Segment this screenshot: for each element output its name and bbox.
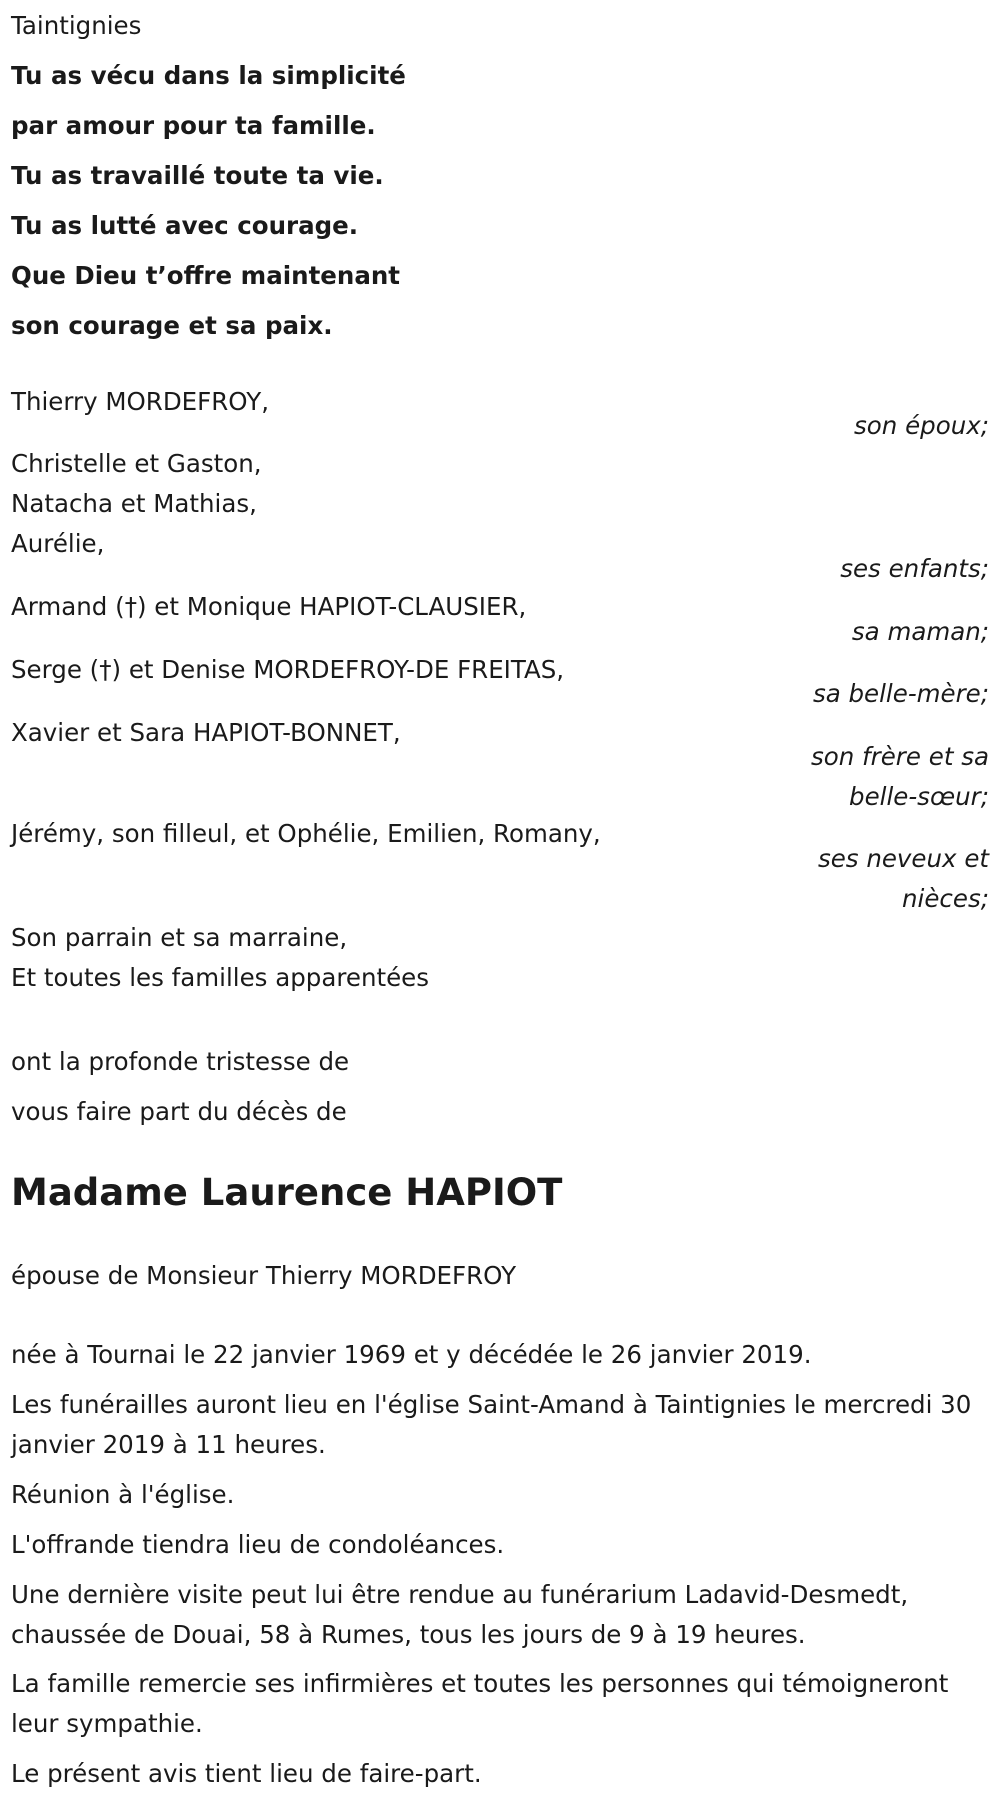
relation-text: nièces; [902,884,989,913]
poem-line: par amour pour ta famille. [11,111,376,140]
mourner-names-brother [11,713,401,753]
poem-line: Tu as lutté avec courage. [11,211,359,240]
mourner-name: Xavier et Sara HAPIOT-BONNET, [11,718,401,747]
detail-offering: L'offrande tiendra lieu de condoléances. [11,1530,505,1559]
deceased-name: Madame Laurence HAPIOT [11,1171,563,1214]
relation-spouse [854,406,989,446]
mourner-name: Aurélie, [11,529,105,558]
detail-funeral: Les funérailles auront lieu en l'église Saint-Amand à Taintignies le mercredi 30 janvier 2019 à 11 heures. [11,1390,972,1459]
location: Taintignies [11,11,142,40]
relation-mother [852,612,989,652]
relation-text: sa belle-mère; [812,679,989,708]
detail-thanks: La famille remercie ses infirmières et toutes les personnes qui témoigneront leur sympathie. [11,1669,949,1738]
relation-text: son époux; [854,411,989,440]
mourner-names-mother [11,587,526,627]
detail-meeting: Réunion à l'église. [11,1480,235,1509]
mourner-name: Et toutes les familles apparentées [11,963,429,992]
obituary-notice [11,0,989,1811]
mourner-names-children [11,444,262,564]
relation-text: son frère et sa [810,742,989,771]
detail-notice: Le présent avis tient lieu de faire-part. [11,1759,482,1788]
mourner-name: Christelle et Gaston, [11,449,262,478]
mourner-name: Natacha et Mathias, [11,489,257,518]
relation-nephews [818,839,989,919]
relation-children [840,549,989,589]
relation-brother [811,737,989,817]
relation-text: ses neveux et [817,844,989,873]
relation-text: ses enfants; [840,554,989,583]
announcement-line: ont la profonde tristesse de [11,1047,350,1076]
poem-line: son courage et sa paix. [11,311,333,340]
mourner-name: Jérémy, son filleul, et Ophélie, Emilien, Romany, [11,819,601,848]
mourner-names-mother-in-law [11,650,564,690]
mourner-name: Armand (†) et Monique HAPIOT-CLAUSIER, [11,592,527,621]
detail-visit: Une dernière visite peut lui être rendue au funérarium Ladavid-Desmedt, chaussée de Douai, 58 à Rumes, tous les jours de 9 à 19 heures. [11,1580,909,1649]
relation-mother-in-law [813,674,989,714]
poem [11,51,406,351]
poem-line: Tu as travaillé toute ta vie. [11,161,384,190]
mourner-name: Son parrain et sa marraine, [11,923,348,952]
mourner-names-nephews [11,814,601,854]
relation-text: belle-sœur; [849,782,989,811]
mourner-name: Serge (†) et Denise MORDEFROY-DE FREITAS, [11,655,565,684]
announcement-line: vous faire part du décès de [11,1097,347,1126]
detail-birth-death: née à Tournai le 22 janvier 1969 et y décédée le 26 janvier 2019. [11,1340,812,1369]
mourner-name: Thierry MORDEFROY, [11,387,269,416]
mourner-names-spouse [11,382,269,422]
relation-text: sa maman; [851,617,989,646]
other-mourners [11,918,429,998]
poem-line: Que Dieu t’offre maintenant [11,261,401,290]
poem-line: Tu as vécu dans la simplicité [11,61,406,90]
spouse-line: épouse de Monsieur Thierry MORDEFROY [11,1261,517,1290]
announcement [11,1037,349,1137]
